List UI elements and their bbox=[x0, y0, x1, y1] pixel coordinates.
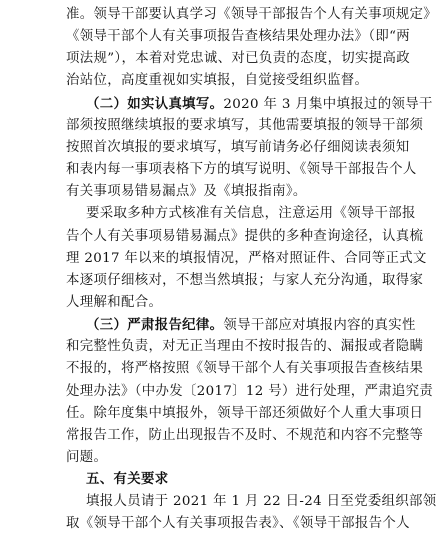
text-line: 有关事项易错易漏点》及《填报指南》。 bbox=[66, 184, 307, 200]
section-three-line bbox=[86, 316, 441, 335]
section-five-heading: 五、有关要求 bbox=[86, 472, 169, 488]
text-line: 和完整性负责，对无正当理由不按时报告的、漏报或者隐瞒 bbox=[66, 339, 424, 355]
text-line: 准。领导干部要认真学习《领导干部报告个人有关事项规定》 bbox=[66, 7, 437, 22]
text-line: 和表内每一事项表格下方的填写说明、《领导干部报告个人 bbox=[66, 162, 417, 178]
text-line: 理 2017 年以来的填报情况，严格对照证件、合同等正式文 bbox=[66, 250, 427, 266]
section-three-title: （三）严肃报告纪律。 bbox=[86, 317, 224, 334]
section-two-title: （二）如实认真填写。 bbox=[86, 95, 224, 112]
text-line: 取《领导干部个人有关事项报告表》、《领导干部报告个人 bbox=[66, 516, 410, 532]
text-line: 本逐项仔细核对，不想当然填报；与家人充分沟通，取得家 bbox=[66, 272, 424, 288]
text-line: 按照首次填报的要求填写，填写前请务必仔细阅读表须知 bbox=[66, 139, 410, 155]
text-line: 填报人员请于 2021 年 1 月 22 日-24 日至党委组织部领 bbox=[86, 494, 437, 510]
text-line: 不报的，将严格按照《领导干部个人有关事项报告查核结果 bbox=[66, 361, 424, 377]
text-line: 常报告工作，防止出现报告不及时、不规范和内容不完整等 bbox=[66, 427, 424, 443]
text-line: 要采取多种方式核准有关信息，注意运用《领导干部报 bbox=[86, 206, 416, 222]
text-line: 部须按照继续填报的要求填写，其他需要填报的领导干部须 bbox=[66, 117, 424, 133]
text-line: 处理办法》（中办发〔2017〕12 号）进行处理，严肃追究责 bbox=[66, 383, 434, 399]
text-line: 告个人有关事项易错易漏点》提供的多种查询途径，认真梳 bbox=[66, 228, 424, 244]
text-line: 任。除年度集中填报外，领导干部还须做好个人重大事项日 bbox=[66, 405, 424, 421]
text-line: 人理解和配合。 bbox=[66, 294, 163, 310]
section-two-line bbox=[86, 95, 441, 114]
section-two-text: 2020 年 3 月集中填报过的领导干 bbox=[223, 96, 433, 112]
text-line: 治站位，高度重视如实填报，自觉接受组织监督。 bbox=[66, 73, 369, 89]
text-line: 项法规”），本着对党忠诚、对已负责的态度，切实提高政 bbox=[66, 51, 411, 67]
section-three-text: 领导干部应对填报内容的真实性 bbox=[223, 318, 416, 334]
text-line: 问题。 bbox=[66, 450, 108, 465]
text-line: 《领导干部个人有关事项报告查核结果处理办法》（即“两 bbox=[66, 29, 411, 45]
